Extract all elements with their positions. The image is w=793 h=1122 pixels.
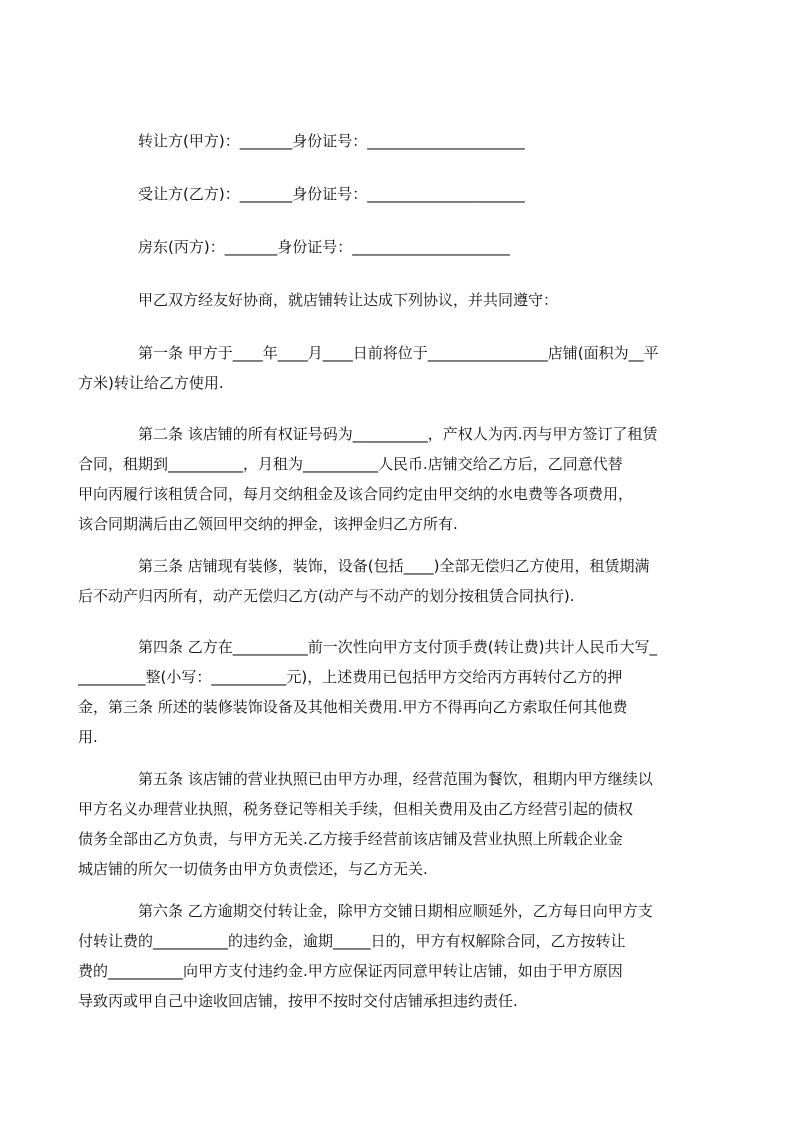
article-5-line-4: 城店铺的所欠一切债务由甲方负责偿还，与乙方无关. xyxy=(78,860,428,878)
article-4-line-4: 用. xyxy=(78,728,98,746)
article-6-line-3: 费的__________向甲方支付违约金.甲方应保证丙同意甲转让店铺，如由于甲方原因 xyxy=(78,962,623,980)
article-2 xyxy=(78,419,714,539)
article-4-line-1: 第四条 乙方在__________前一次性向甲方支付顶手费(转让费)共计人民币大写_ xyxy=(138,638,657,656)
transferor-line: 转让方(甲方)：_______身份证号：_____________________ xyxy=(138,132,525,150)
article-4-line-3: 金，第三条 所述的装修装饰设备及其他相关费用.甲方不得再向乙方索取任何其他费 xyxy=(78,698,628,716)
article-6-line-2: 付转让费的__________的违约金，逾期_____日的，甲方有权解除合同，乙方按转让 xyxy=(78,932,626,950)
article-4-line-2: _________整(小写：__________元)，上述费用已包括甲方交给丙方再转付乙方的押 xyxy=(78,668,623,686)
article-5-line-1: 第五条 该店铺的营业执照已由甲方办理，经营范围为餐饮，租期内甲方继续以 xyxy=(138,770,653,788)
article-2-line-3: 甲向丙履行该租赁合同，每月交纳租金及该合同约定由甲交纳的水电费等各项费用， xyxy=(78,485,634,503)
article-6 xyxy=(78,896,714,1016)
article-6-line-1: 第六条 乙方逾期交付转让金，除甲方交铺日期相应顺延外，乙方每日向甲方支 xyxy=(138,902,653,920)
article-2-line-4: 该合同期满后由乙领回甲交纳的押金，该押金归乙方所有. xyxy=(78,515,458,533)
article-1-line-1: 第一条 甲方于____年____月____日前将位于________________店铺(面积为__平 xyxy=(138,344,659,362)
article-3 xyxy=(78,551,714,611)
article-5-line-3: 债务全部由乙方负责，与甲方无关.乙方接手经营前该店铺及营业执照上所载企业金 xyxy=(78,830,623,848)
landlord-line: 房东(丙方)：_______身份证号：_____________________ xyxy=(138,238,510,256)
intro-paragraph: 甲乙双方经友好协商，就店铺转让达成下列协议，并共同遵守： xyxy=(138,291,559,309)
article-4 xyxy=(78,632,714,752)
article-5 xyxy=(78,764,714,884)
article-3-line-1: 第三条 店铺现有装修，装饰，设备(包括____)全部无偿归乙方使用，租赁期满 xyxy=(138,557,650,575)
transferee-line: 受让方(乙方)：_______身份证号：_____________________ xyxy=(138,185,525,203)
article-1 xyxy=(78,338,714,398)
article-5-line-2: 甲方名义办理营业执照，税务登记等相关手续，但相关费用及由乙方经营引起的债权 xyxy=(78,800,634,818)
article-2-line-2: 合同，租期到__________，月租为__________人民币.店铺交给乙方后，乙同意代替 xyxy=(78,455,623,473)
article-3-line-2: 后不动产归丙所有，动产无偿归乙方(动产与不动产的划分按租赁合同执行). xyxy=(78,587,575,605)
article-1-line-2: 方米)转让给乙方使用. xyxy=(78,374,224,392)
article-6-line-4: 导致丙或甲自己中途收回店铺，按甲不按时交付店铺承担违约责任. xyxy=(78,992,518,1010)
article-2-line-1: 第二条 该店铺的所有权证号码为__________，产权人为丙.丙与甲方签订了租赁 xyxy=(138,425,658,443)
